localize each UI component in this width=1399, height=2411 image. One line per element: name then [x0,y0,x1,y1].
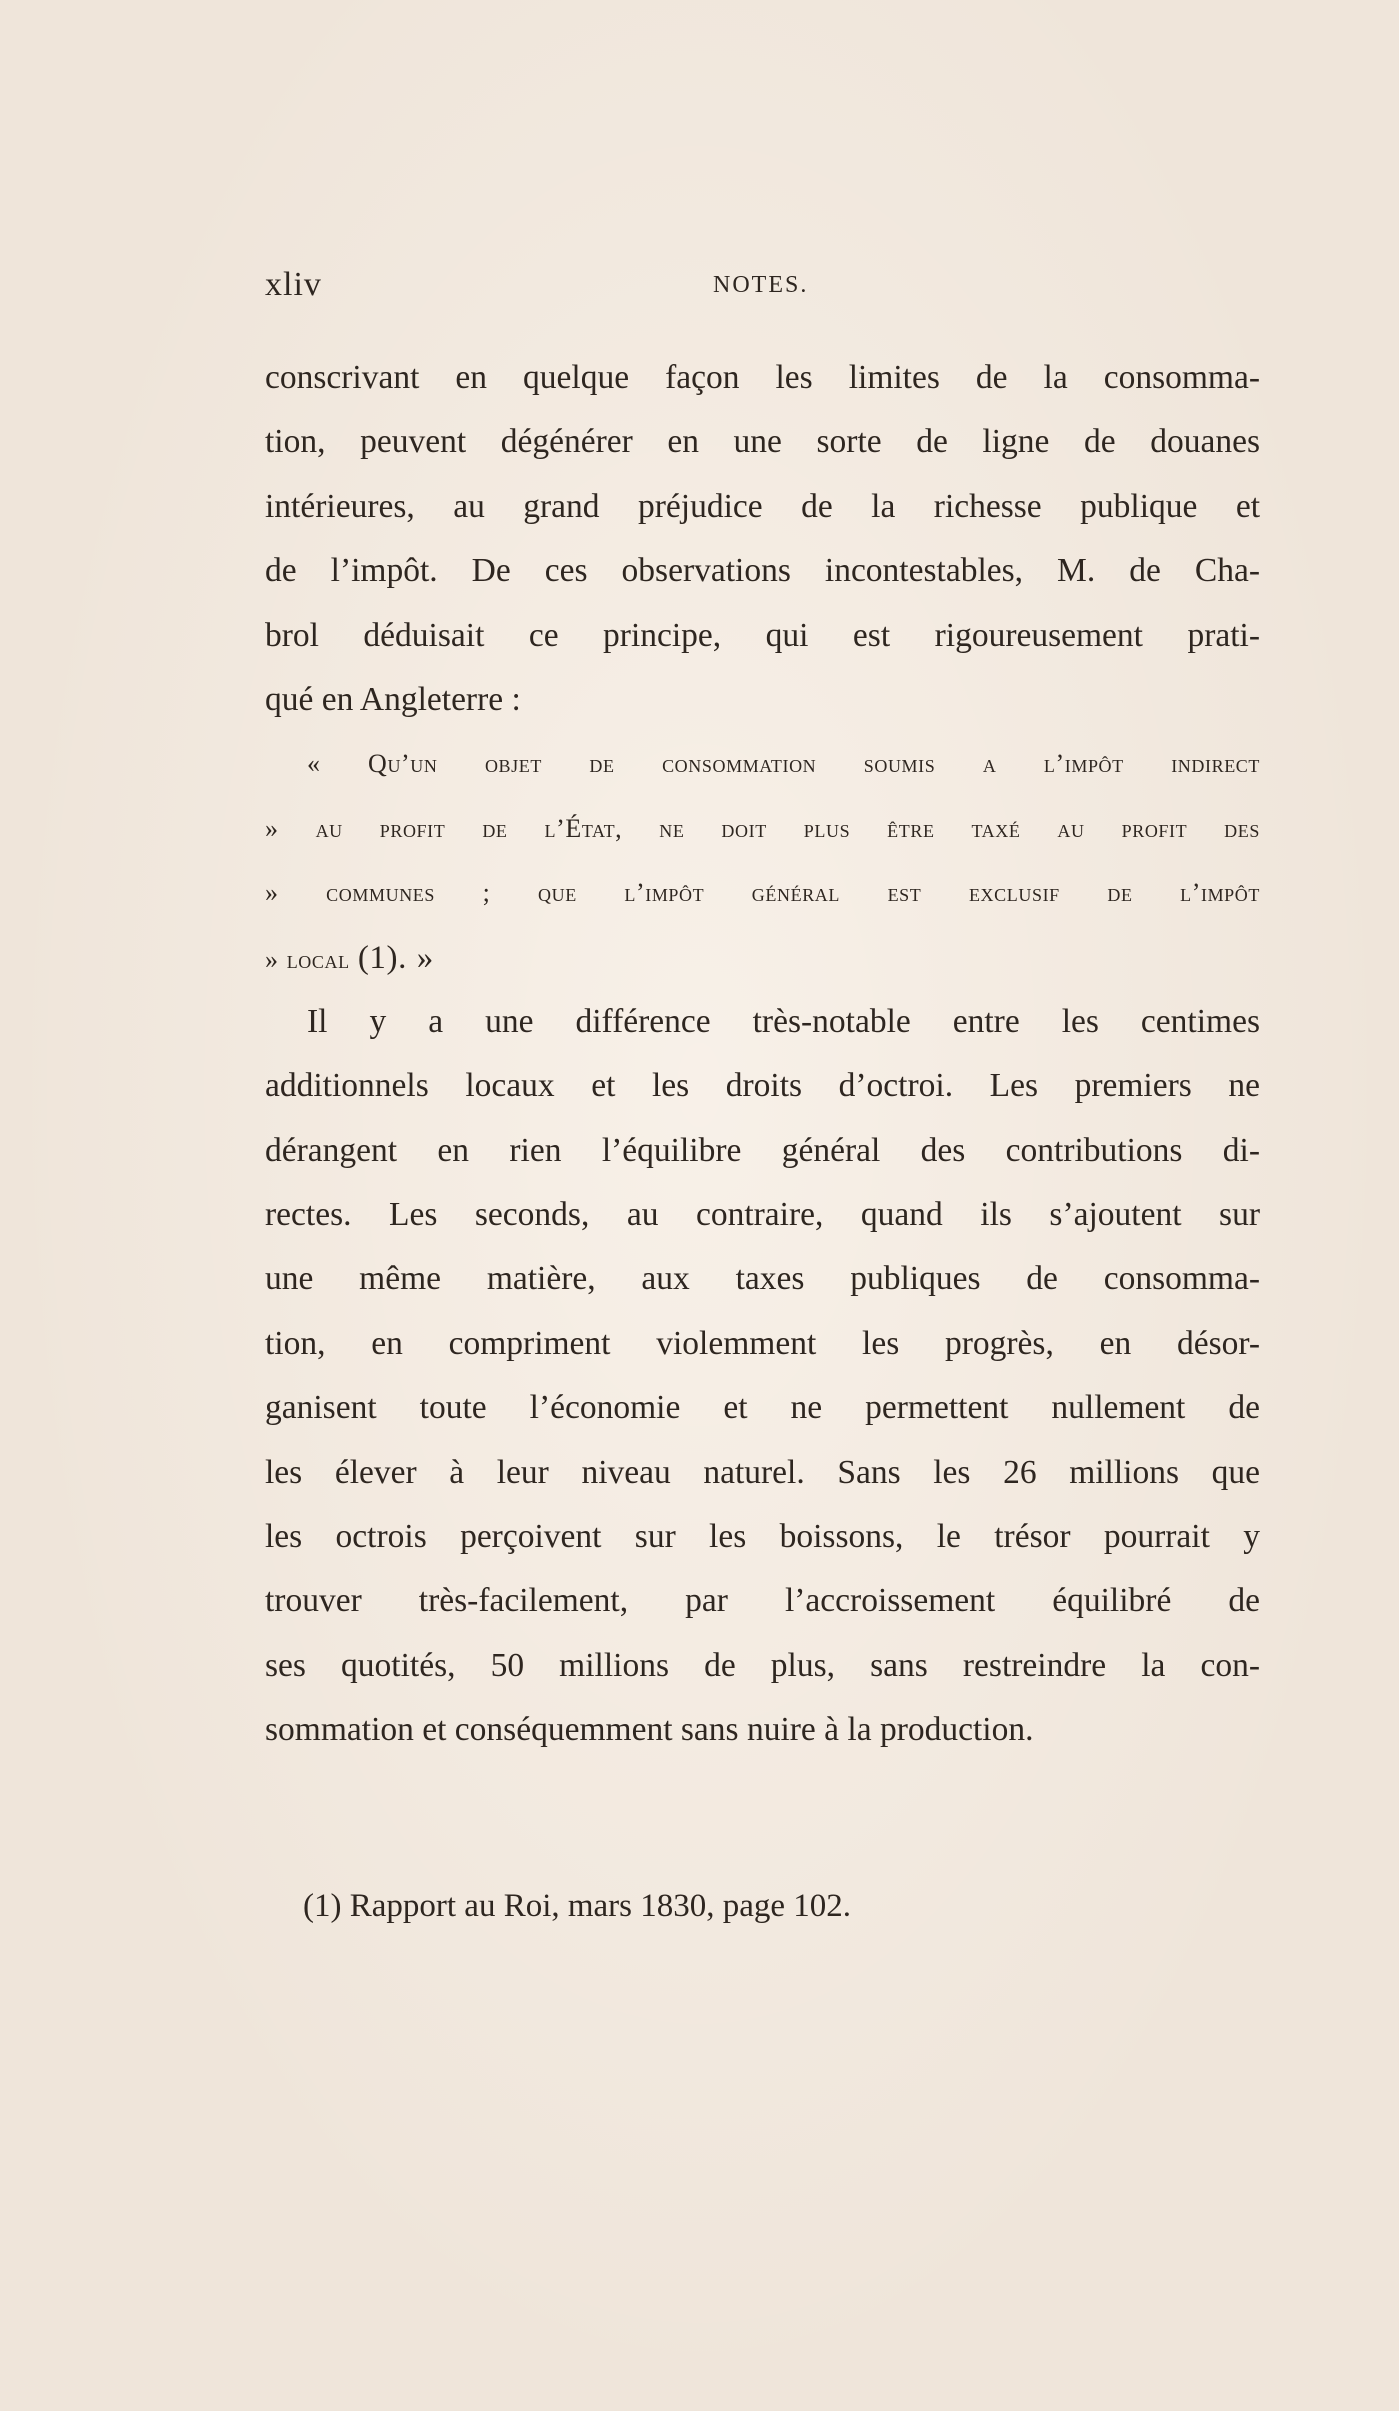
text-line: tion, peuvent dégénérer en une sorte de ligne de douanes [265,423,1260,461]
quotation-line: » communes ; que l’impôt général est exclusif de l’impôt [265,878,1260,908]
text-line: les élever à leur niveau naturel. Sans les 26 millions que [265,1453,1260,1491]
running-title: NOTES. [713,272,809,298]
quotation-line [265,926,1260,990]
text-line: conscrivant en quelque façon les limites de la consomma- [265,359,1260,396]
text-line: Il y a une différence très-notable entre les centimes [307,1002,1260,1040]
text-line: dérangent en rien l’équilibre général des contributions di- [265,1131,1260,1169]
text-line: une même matière, aux taxes publiques de consomma- [265,1260,1260,1298]
text-line: de l’impôt. De ces observations incontestables, M. de Cha- [265,552,1260,590]
footnote: (1) Rapport au Roi, mars 1830, page 102. [303,1888,852,1924]
running-head [265,266,1265,306]
text-line: intérieures, au grand préjudice de la richesse publique et [265,487,1260,525]
text-line: qué en Angleterre : [265,680,521,718]
text-line: additionnels locaux et les droits d’octroi. Les premiers ne [265,1067,1260,1105]
footnote-reference: (1). » [357,939,434,976]
text-line: rectes. Les seconds, au contraire, quand ils s’ajoutent sur [265,1196,1260,1234]
quotation-line: » au profit de l’État, ne doit plus être taxé au profit des [265,813,1260,843]
text-line: les octrois perçoivent sur les boissons, le trésor pourrait y [265,1518,1260,1556]
text-line: ses quotités, 50 millions de plus, sans restreindre la con- [265,1646,1260,1684]
quotation-line: « Qu’un objet de consommation soumis a l’impôt indirect [307,749,1260,779]
text-line: brol déduisait ce principe, qui est rigoureusement prati- [265,616,1260,654]
page-number: xliv [265,266,322,303]
quotation-text: » local [265,944,350,974]
text-line: tion, en compriment violemment les progrès, en désor- [265,1324,1260,1362]
text-line: sommation et conséquemment sans nuire à la production. [265,1711,1034,1749]
body-text [265,346,1260,1763]
text-line: ganisent toute l’économie et ne permettent nullement de [265,1389,1260,1427]
text-line: trouver très-facilement, par l’accroissement équilibré de [265,1582,1260,1620]
